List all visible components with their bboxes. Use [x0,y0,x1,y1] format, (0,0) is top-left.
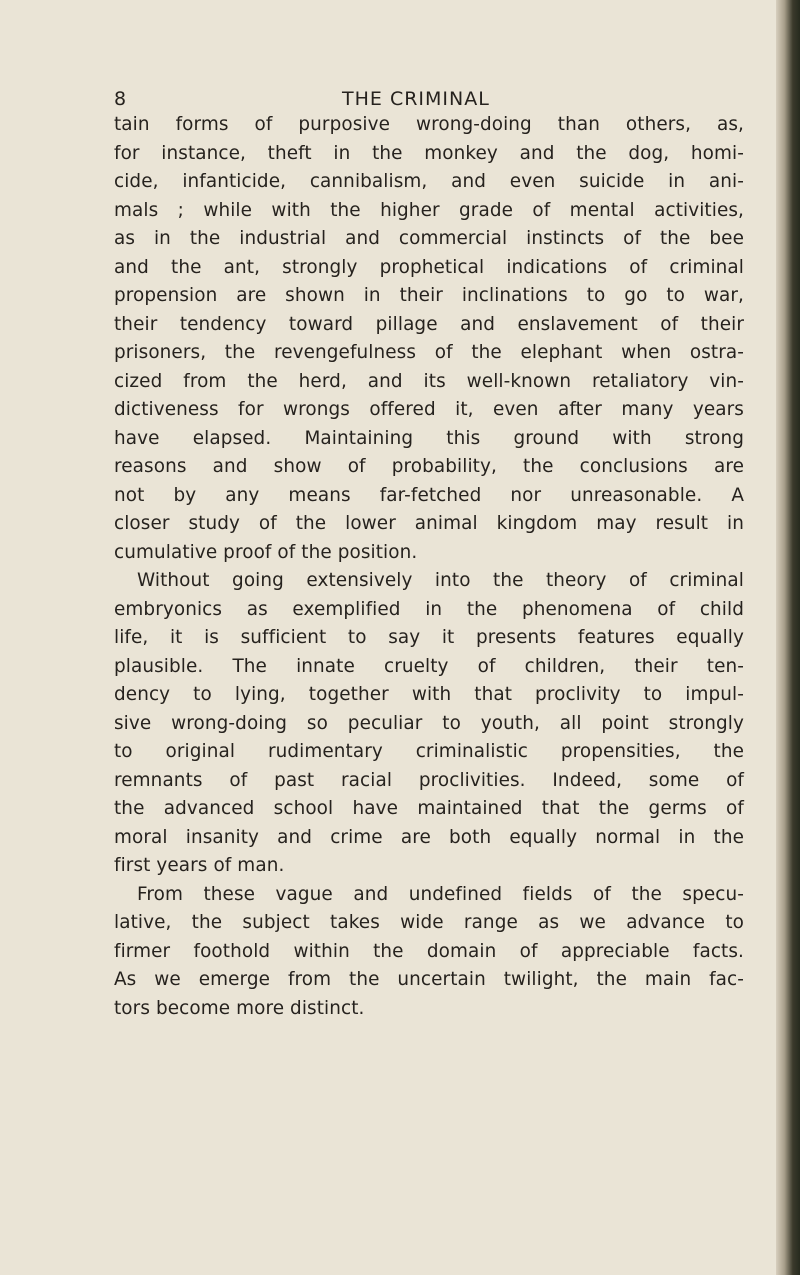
text-line: mals ; while with the higher grade of mental activities, [114,199,744,221]
text-line: prisoners, the revengefulness of the elephant when ostra- [114,342,744,363]
page-number: 8 [114,88,127,110]
text-line: cized from the herd, and its well-known retaliatory vin- [114,370,744,392]
text-line: sive wrong-doing so peculiar to youth, all point strongly [114,712,744,734]
running-head: THE CRIMINAL [342,88,490,110]
text-line: reasons and show of probability, the conclusions are [114,456,744,477]
text-line: their tendency toward pillage and enslavement of their [114,313,744,335]
text-line: life, it is sufficient to say it presents features equally [114,627,744,648]
text-line: tain forms of purposive wrong-doing than others, as, [114,114,744,135]
text-line: cumulative proof of the position. [114,541,418,563]
text-line: plausible. The innate cruelty of children, their ten- [114,655,744,677]
text-line: firmer foothold within the domain of appreciable facts. [114,940,744,962]
text-line: the advanced school have maintained that the germs of [114,798,744,819]
text-line: first years of man. [114,855,285,876]
text-line: as in the industrial and commercial instincts of the bee [114,228,744,249]
text-line: From these vague and undefined fields of the specu- [137,883,744,905]
text-line: remnants of past racial proclivities. Indeed, some of [114,769,744,791]
text-line: dency to lying, together with that proclivity to impul- [114,684,744,705]
text-line: for instance, theft in the monkey and the dog, homi- [114,142,744,164]
text-line: to original rudimentary criminalistic propensities, the [114,741,744,762]
text-line: have elapsed. Maintaining this ground with strong [114,427,744,449]
text-line: not by any means far-fetched nor unreasonable. A [114,484,744,506]
text-line: Without going extensively into the theory of criminal [137,570,744,591]
text-line: dictiveness for wrongs offered it, even after many years [114,399,744,420]
text-line: As we emerge from the uncertain twilight, the main fac- [114,969,744,990]
text-line: propension are shown in their inclinations to go to war, [114,285,744,306]
text-line: embryonics as exemplified in the phenomena of child [114,598,744,620]
body-text [114,111,744,1023]
text-line: lative, the subject takes wide range as we advance to [114,912,744,933]
text-line: cide, infanticide, cannibalism, and even suicide in ani- [114,171,744,192]
text-line: and the ant, strongly prophetical indications of criminal [114,256,744,278]
text-line: closer study of the lower animal kingdom may result in [114,513,744,534]
text-line: tors become more distinct. [114,997,365,1019]
text-line: moral insanity and crime are both equally normal in the [114,826,744,848]
page-edge-shadow [776,0,800,1275]
